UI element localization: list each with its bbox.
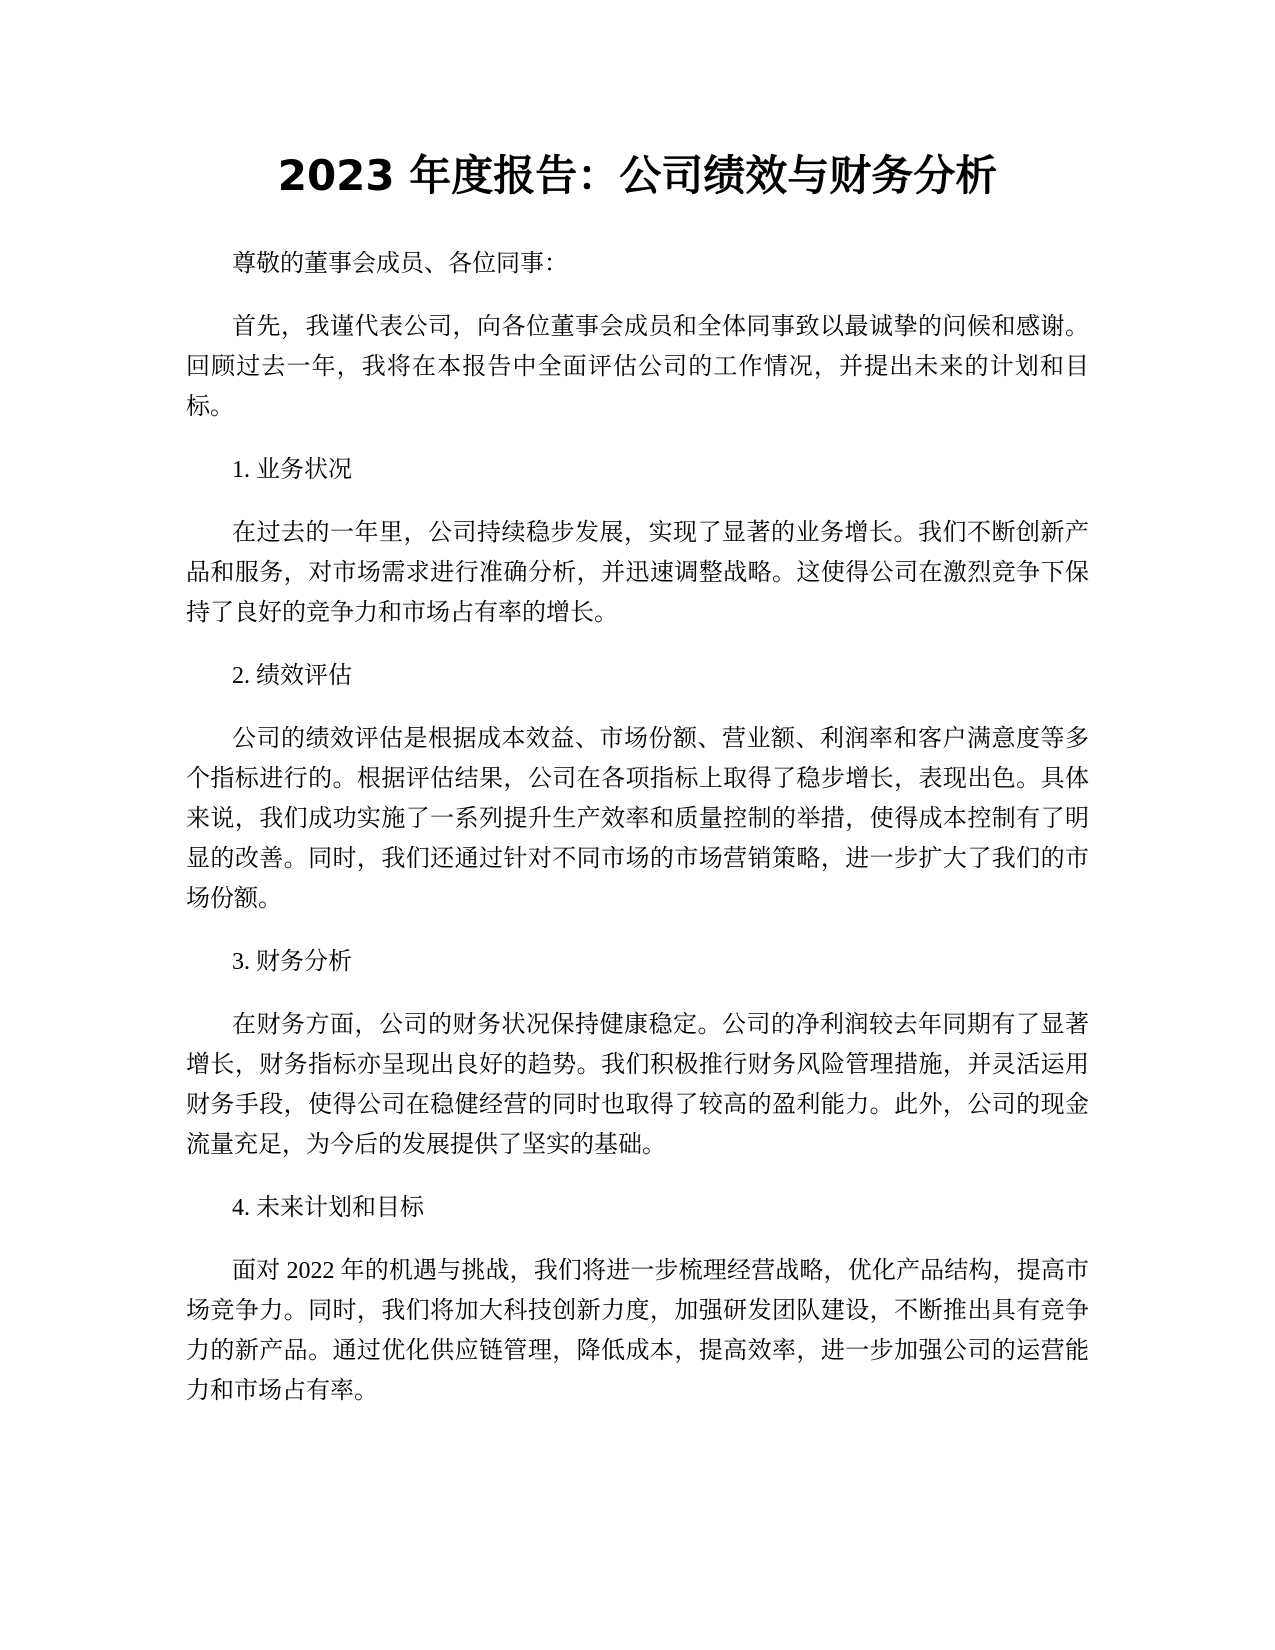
section-heading-future: 4. 未来计划和目标 <box>232 1195 424 1221</box>
intro-paragraph: 首先，我谨代表公司，向各位董事会成员和全体同事致以最诚挚的问候和感谢。回顾过去一年，我将在本报告中全面评估公司的工作情况，并提出未来的计划和目标。 <box>186 314 1089 420</box>
section-text-future: 面对 2022 年的机遇与挑战，我们将进一步梳理经营战略，优化产品结构，提高市场竞争力。同时，我们将加大科技创新力度，加强研发团队建设，不断推出具有竞争力的新产品。通过优化供应链管理，降低成本，提高效率，进一步加强公司的运营能力和市场占有率。 <box>186 1258 1089 1404</box>
section-text-finance: 在财务方面，公司的财务状况保持健康稳定。公司的净利润较去年同期有了显著增长，财务指标亦呈现出良好的趋势。我们积极推行财务风险管理措施，并灵活运用财务手段，使得公司在稳健经营的同时也取得了较高的盈利能力。此外，公司的现金流量充足，为今后的发展提供了坚实的基础。 <box>186 1012 1089 1158</box>
salutation: 尊敬的董事会成员、各位同事： <box>232 251 568 277</box>
document-title: 2023 年度报告：公司绩效与财务分析 <box>277 151 998 200</box>
section-heading-performance: 2. 绩效评估 <box>232 663 352 689</box>
section-heading-finance: 3. 财务分析 <box>232 949 352 975</box>
document-body <box>186 244 1089 1434</box>
section-heading-business: 1. 业务状况 <box>232 457 352 483</box>
section-text-business: 在过去的一年里，公司持续稳步发展，实现了显著的业务增长。我们不断创新产品和服务，对市场需求进行准确分析，并迅速调整战略。这使得公司在激烈竞争下保持了良好的竞争力和市场占有率的增长。 <box>186 520 1089 626</box>
section-text-performance: 公司的绩效评估是根据成本效益、市场份额、营业额、利润率和客户满意度等多个指标进行的。根据评估结果，公司在各项指标上取得了稳步增长，表现出色。具体来说，我们成功实施了一系列提升生产效率和质量控制的举措，使得成本控制有了明显的改善。同时，我们还通过针对不同市场的市场营销策略，进一步扩大了我们的市场份额。 <box>186 726 1089 912</box>
